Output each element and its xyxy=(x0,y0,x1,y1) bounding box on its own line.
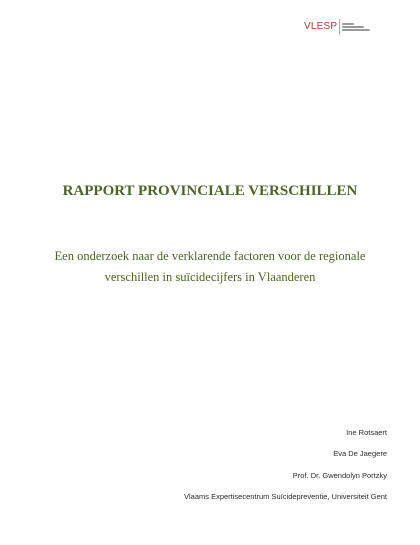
logo-tagline-graphic xyxy=(342,23,370,31)
subtitle-line-2: verschillen in suïcidecijfers in Vlaanderen xyxy=(104,270,316,284)
author-list xyxy=(184,428,387,513)
author-affiliation: Vlaams Expertisecentrum Suïcidepreventie, Universiteit Gent xyxy=(183,491,387,501)
report-subtitle xyxy=(30,246,390,288)
author-name: Ine Rotsaert xyxy=(346,428,387,437)
logo-wordmark: VLESP xyxy=(304,21,338,32)
author-name: Prof. Dr. Gwendolyn Portzky xyxy=(292,470,387,480)
report-title: RAPPORT PROVINCIALE VERSCHILLEN xyxy=(62,183,358,199)
subtitle-line-1: Een onderzoek naar de verklarende factoren voor de regionale xyxy=(54,249,366,263)
logo-divider xyxy=(339,19,340,35)
vlesp-logo xyxy=(304,19,370,35)
author-name: Eva De Jaegere xyxy=(333,449,387,459)
